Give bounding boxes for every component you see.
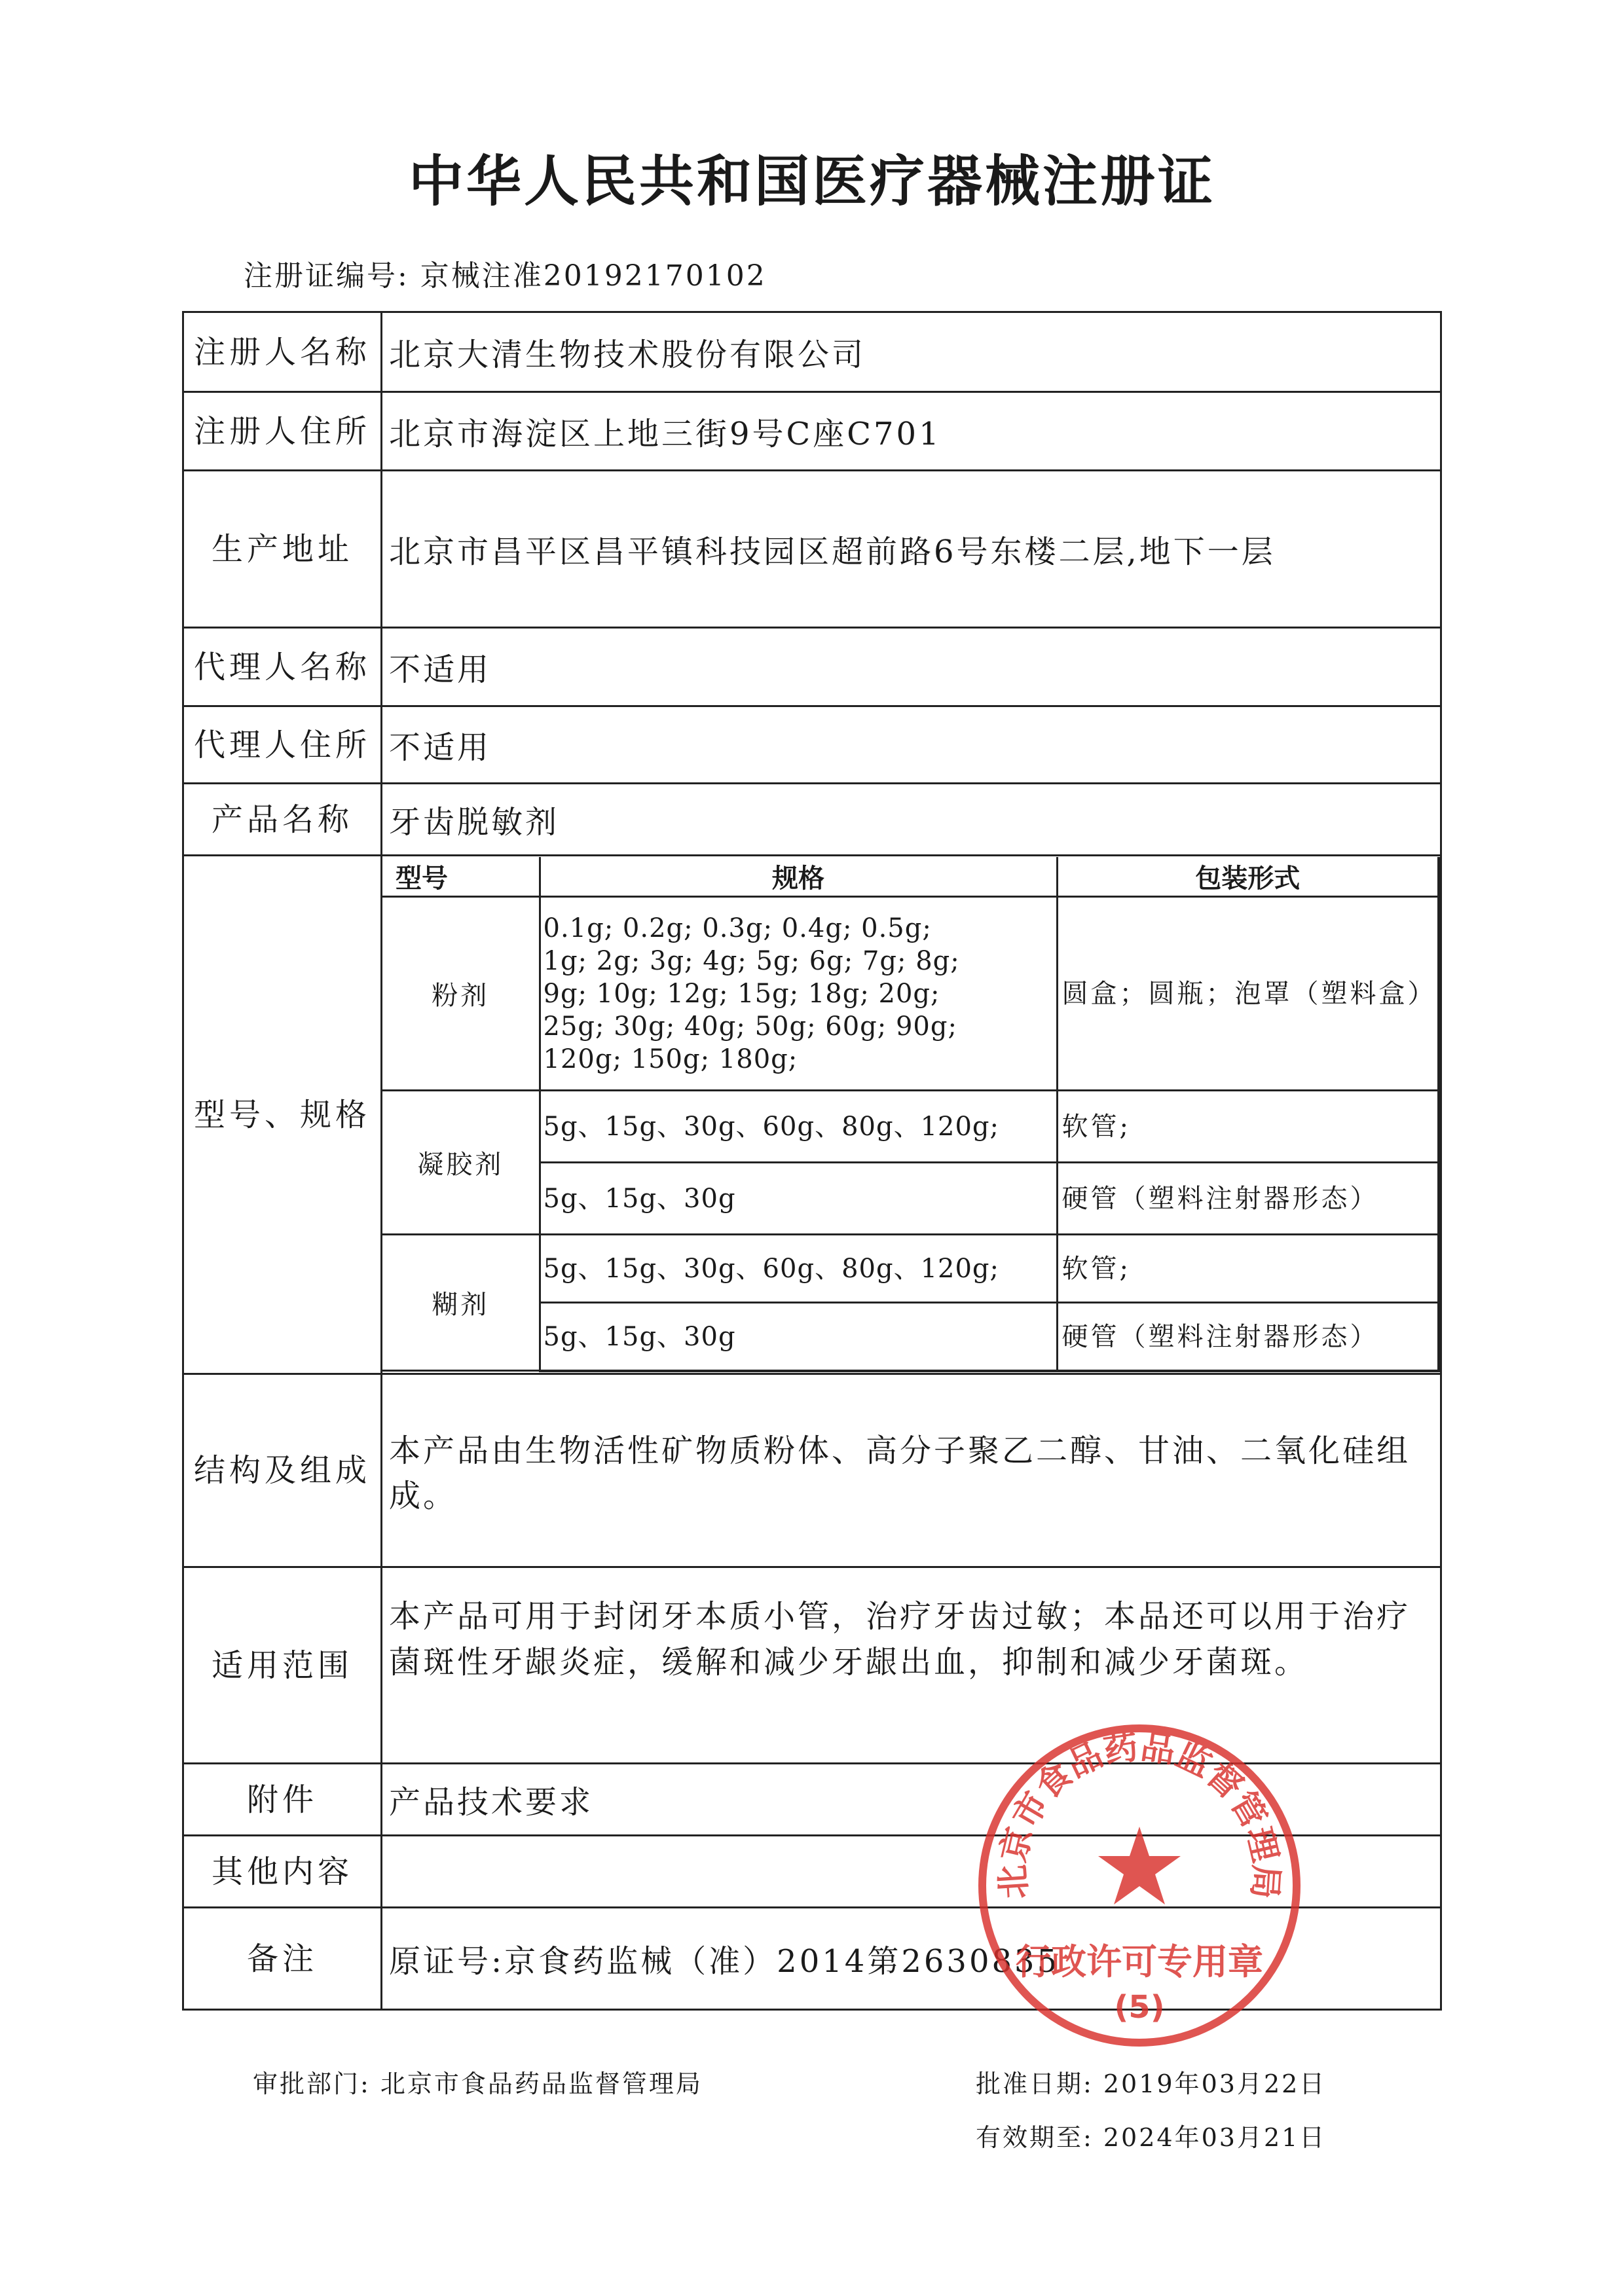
spec-packaging-paste-2: 硬管（塑料注射器形态） — [1057, 1303, 1439, 1371]
label-remarks: 备注 — [183, 1908, 382, 2010]
spec-packaging-gel-2: 硬管（塑料注射器形态） — [1057, 1163, 1439, 1235]
spec-sizes-paste-2: 5g、15g、30g — [540, 1303, 1057, 1371]
value-registrant-address: 北京市海淀区上地三街9号C座C701 — [382, 392, 1441, 471]
row-registrant-address — [183, 392, 1441, 471]
row-production-address — [183, 471, 1441, 628]
label-other: 其他内容 — [183, 1836, 382, 1908]
spec-model-paste: 糊剂 — [382, 1235, 540, 1371]
value-structure: 本产品由生物活性矿物质粉体、高分子聚乙二醇、甘油、二氧化硅组成。 — [382, 1374, 1441, 1567]
row-agent-address — [183, 706, 1441, 784]
spec-sizes-gel-1: 5g、15g、30g、60g、80g、120g; — [540, 1091, 1057, 1163]
page-title: 中华人民共和国医疗器械注册证 — [408, 149, 1215, 213]
row-agent-name — [183, 628, 1441, 706]
spec-packaging-paste-1: 软管; — [1057, 1235, 1439, 1303]
spec-row-powder — [382, 897, 1439, 1091]
spec-model-powder: 粉剂 — [382, 897, 540, 1091]
value-production-address: 北京市昌平区昌平镇科技园区超前路6号东楼二层,地下一层 — [382, 471, 1441, 628]
label-model-spec: 型号、规格 — [183, 856, 382, 1374]
seal-star-icon — [1098, 1827, 1181, 1904]
row-structure — [183, 1374, 1441, 1567]
spec-table — [382, 857, 1440, 1372]
label-structure: 结构及组成 — [183, 1374, 382, 1567]
label-production-address: 生产地址 — [183, 471, 382, 628]
approval-dept: 审批部门: 北京市食品药品监督管理局 — [253, 2069, 703, 2098]
registration-number: 注册证编号: 京械注准20192170102 — [244, 259, 767, 293]
official-seal-stamp — [969, 1715, 1310, 2056]
value-remarks: 原证号:京食药监械（准）2014第2630835 — [382, 1908, 1441, 2010]
value-agent-name: 不适用 — [382, 628, 1441, 706]
spec-size-line: 1g; 2g; 3g; 4g; 5g; 6g; 7g; 8g; — [543, 945, 960, 976]
spec-row-paste-1 — [382, 1235, 1439, 1303]
row-registrant-name — [183, 312, 1441, 392]
spec-header-row — [382, 857, 1439, 897]
value-registrant-name: 北京大清生物技术股份有限公司 — [382, 312, 1441, 392]
spec-size-line: 25g; 30g; 40g; 50g; 60g; 90g; — [543, 1011, 957, 1042]
spec-model-gel: 凝胶剂 — [382, 1091, 540, 1235]
spec-packaging-powder: 圆盒；圆瓶；泡罩（塑料盒） — [1057, 897, 1439, 1091]
spec-row-gel-1 — [382, 1091, 1439, 1163]
spec-row-paste-2 — [382, 1303, 1439, 1371]
scope-text: 本产品可用于封闭牙本质小管，治疗牙齿过敏；本品还可以用于治疗菌斑性牙龈炎症，缓解和减少牙龈出血，抑制和减少牙菌斑。 — [389, 1597, 1411, 1681]
spec-sizes-gel-2: 5g、15g、30g — [540, 1163, 1057, 1235]
spec-size-line: 0.1g; 0.2g; 0.3g; 0.4g; 0.5g; — [543, 913, 932, 943]
spec-header-size: 规格 — [540, 857, 1057, 897]
value-attachment: 产品技术要求 — [382, 1764, 1441, 1836]
label-registrant-address: 注册人住所 — [183, 392, 382, 471]
value-agent-address: 不适用 — [382, 706, 1441, 784]
spec-cell — [382, 856, 1441, 1374]
label-product-name: 产品名称 — [183, 784, 382, 856]
spec-size-line: 120g; 150g; 180g; — [543, 1044, 798, 1074]
spec-sizes-powder — [540, 897, 1057, 1091]
label-agent-address: 代理人住所 — [183, 706, 382, 784]
label-attachment: 附件 — [183, 1764, 382, 1836]
approval-date: 批准日期: 2019年03月22日 — [976, 2069, 1327, 2098]
spec-header-model: 型号 — [382, 857, 540, 897]
row-product-name — [183, 784, 1441, 856]
spec-size-line: 9g; 10g; 12g; 15g; 18g; 20g; — [543, 978, 940, 1009]
label-registrant-name: 注册人名称 — [183, 312, 382, 392]
spec-sizes-paste-1: 5g、15g、30g、60g、80g、120g; — [540, 1235, 1057, 1303]
valid-until: 有效期至: 2024年03月21日 — [976, 2123, 1327, 2152]
spec-row-gel-2 — [382, 1163, 1439, 1235]
value-product-name: 牙齿脱敏剂 — [382, 784, 1441, 856]
seal-ring-text: 北京市食品药品监督管理局 — [993, 1727, 1286, 1901]
spec-packaging-gel-1: 软管; — [1057, 1091, 1439, 1163]
seal-center-text: 行政许可专用章 — [1016, 1941, 1263, 1982]
label-scope: 适用范围 — [183, 1567, 382, 1764]
seal-number: (5) — [1114, 1989, 1165, 2026]
row-model-spec — [183, 856, 1441, 1374]
label-agent-name: 代理人名称 — [183, 628, 382, 706]
spec-header-packaging: 包装形式 — [1057, 857, 1439, 897]
